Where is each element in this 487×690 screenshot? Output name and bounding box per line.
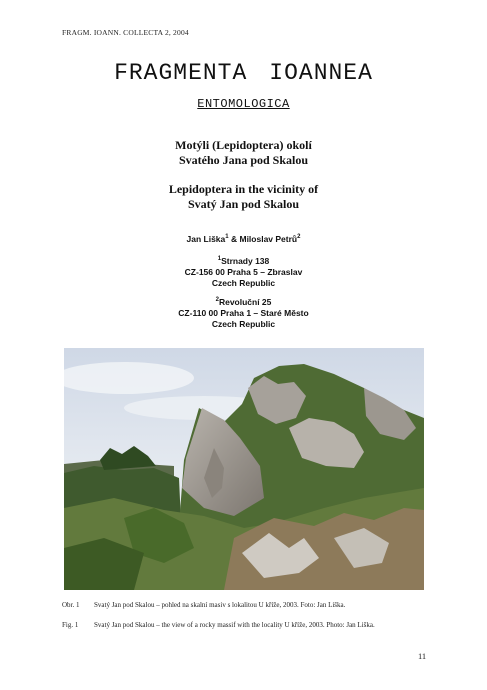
page-number: 11 [418, 651, 427, 661]
author-1: Jan Liška [186, 234, 226, 244]
journal-subtitle-row [0, 94, 487, 112]
caption-english-text: Svatý Jan pod Skalou – the view of a rocky massif with the locality U kříže, 2003. Photo: Jan Liška. [94, 621, 375, 629]
author-1-affiliation: 1 [225, 234, 229, 241]
address-2-sup: 2 [215, 297, 219, 304]
title-cz-line2: Svatého Jana pod Skalou [178, 153, 309, 167]
journal-title-left: FRAGMENTA [114, 60, 248, 86]
running-head: FRAGM. IOANN. COLLECTA 2, 2004 [62, 28, 189, 37]
article-title-english [0, 182, 487, 212]
address-2-line3: Czech Republic [211, 319, 276, 329]
title-en-line1: Lepidoptera in the vicinity of [168, 182, 319, 196]
address-2-line1: Revoluční 25 [218, 297, 272, 307]
authors-line [0, 234, 487, 245]
author-2-affiliation: 2 [297, 234, 301, 241]
title-cz-line1: Motýli (Lepidoptera) okolí [175, 138, 312, 152]
address-1-line2: CZ-156 00 Praha 5 – Zbraslav [184, 267, 303, 277]
address-1 [0, 256, 487, 289]
caption-english [62, 621, 442, 629]
address-2-line2: CZ-110 00 Praha 1 – Staré Město [178, 308, 309, 318]
author-2: Miloslav Petrů [239, 234, 298, 244]
caption-czech [62, 601, 442, 609]
figure-photo [64, 348, 424, 590]
journal-subtitle: ENTOMOLOGICA [197, 97, 290, 111]
article-title-czech [0, 138, 487, 168]
journal-title-right: IOANNEA [269, 60, 373, 86]
address-2 [0, 297, 487, 330]
caption-english-label: Fig. 1 [62, 621, 79, 629]
title-en-line2: Svatý Jan pod Skalou [187, 197, 300, 211]
address-1-line1: Strnady 138 [221, 256, 270, 266]
author-separator: & [228, 234, 240, 244]
address-1-sup: 1 [217, 256, 222, 263]
caption-czech-label: Obr. 1 [62, 601, 80, 609]
journal-title [0, 60, 487, 86]
address-1-line3: Czech Republic [211, 278, 276, 288]
caption-czech-text: Svatý Jan pod Skalou – pohled na skalní masiv s lokalitou U kříže, 2003. Foto: Jan Liška. [94, 601, 346, 609]
